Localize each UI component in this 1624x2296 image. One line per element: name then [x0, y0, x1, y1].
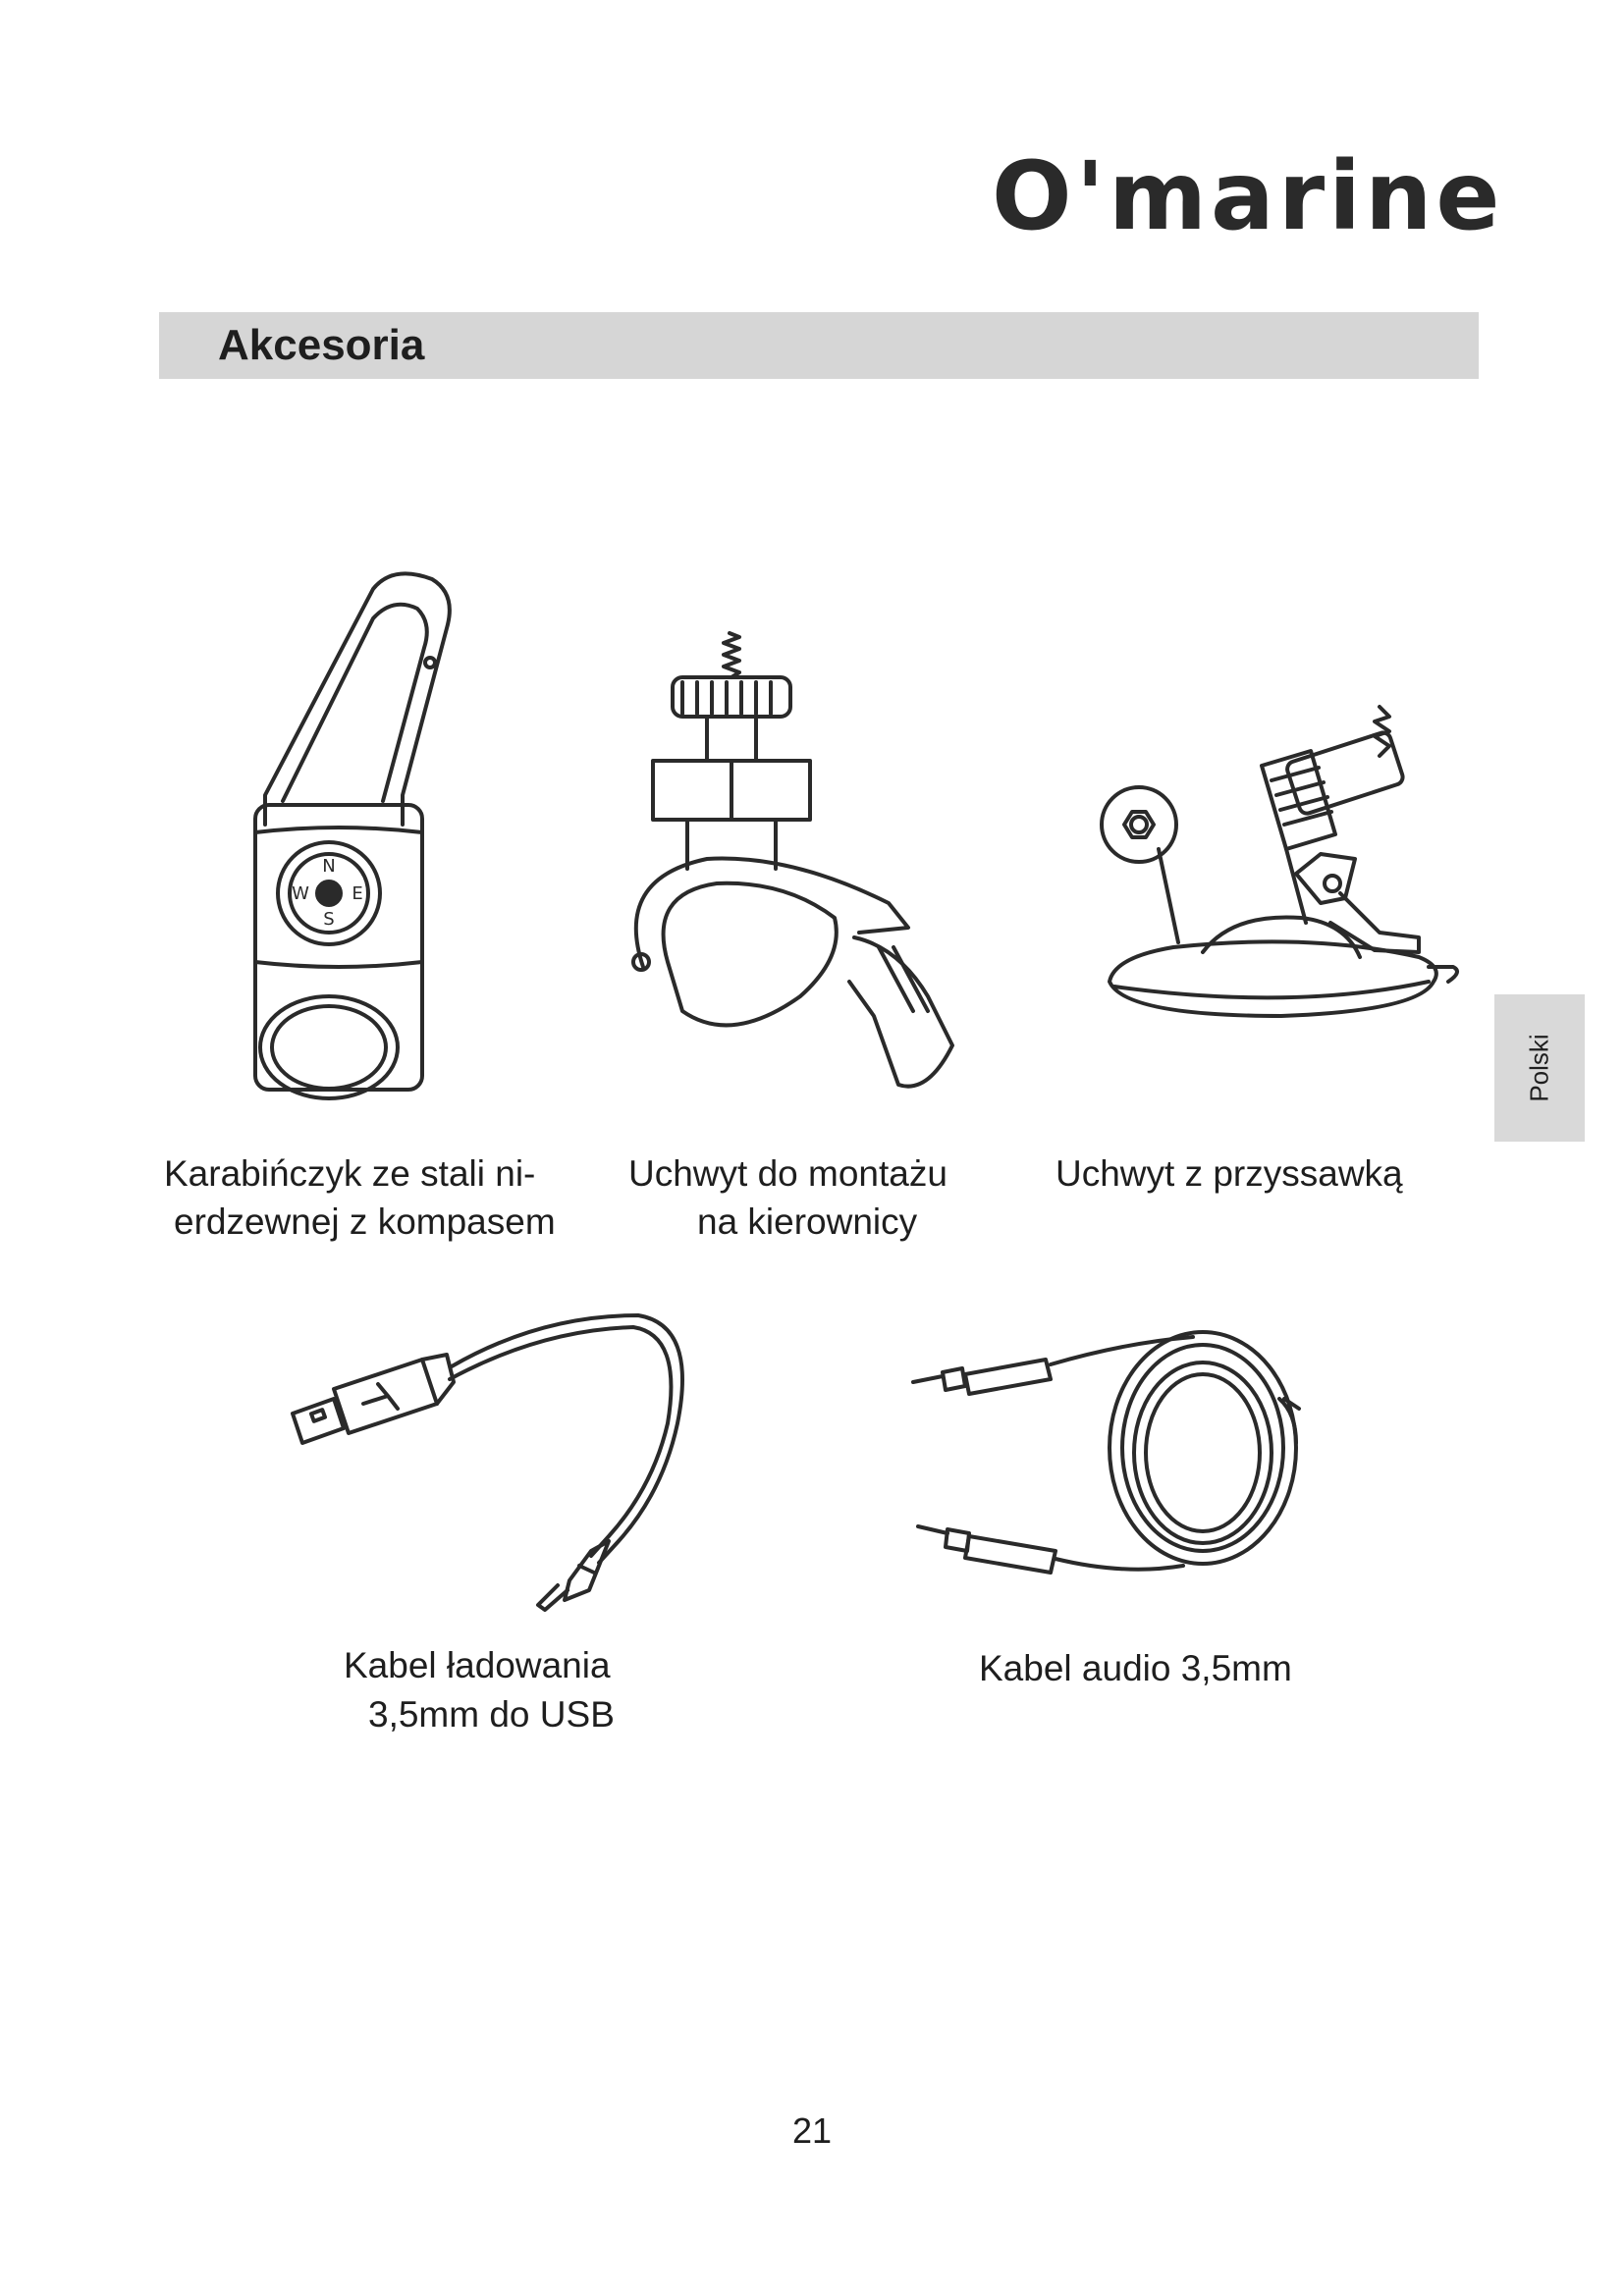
compass-letter-s: S — [323, 909, 335, 930]
caption-audio-cable: Kabel audio 3,5mm — [979, 1648, 1292, 1688]
compass-letter-e: E — [352, 883, 363, 904]
caption-usb-cable-line1: Kabel ładowania — [344, 1645, 611, 1685]
carabiner-compass-illustration — [236, 569, 471, 1119]
compass-letter-n: N — [322, 856, 336, 877]
caption-handlebar-line1: Uchwyt do montażu — [628, 1153, 947, 1194]
section-header-bar — [159, 312, 1479, 379]
language-tab-label: Polski — [1524, 1034, 1554, 1102]
caption-usb-cable-line2: 3,5mm do USB — [368, 1694, 615, 1735]
caption-handlebar-line2: na kierownicy — [697, 1201, 918, 1242]
caption-suction-cup: Uchwyt z przyssawką — [1056, 1153, 1403, 1194]
caption-carabiner-line2: erdzewnej z kompasem — [174, 1201, 556, 1242]
brand-logo — [992, 137, 1504, 255]
compass-letter-w: W — [292, 883, 309, 904]
section-title: Akcesoria — [218, 321, 425, 369]
language-tab — [1494, 994, 1585, 1142]
audio-cable-illustration — [908, 1306, 1321, 1620]
brand-logo-text: O'marine — [992, 141, 1504, 251]
caption-carabiner-line1: Karabińczyk ze stali ni- — [164, 1153, 536, 1194]
usb-charging-cable-illustration — [285, 1306, 697, 1620]
handlebar-mount-illustration — [614, 623, 967, 1095]
suction-cup-mount-illustration — [1095, 687, 1488, 1041]
page-number: 21 — [791, 2110, 833, 2151]
